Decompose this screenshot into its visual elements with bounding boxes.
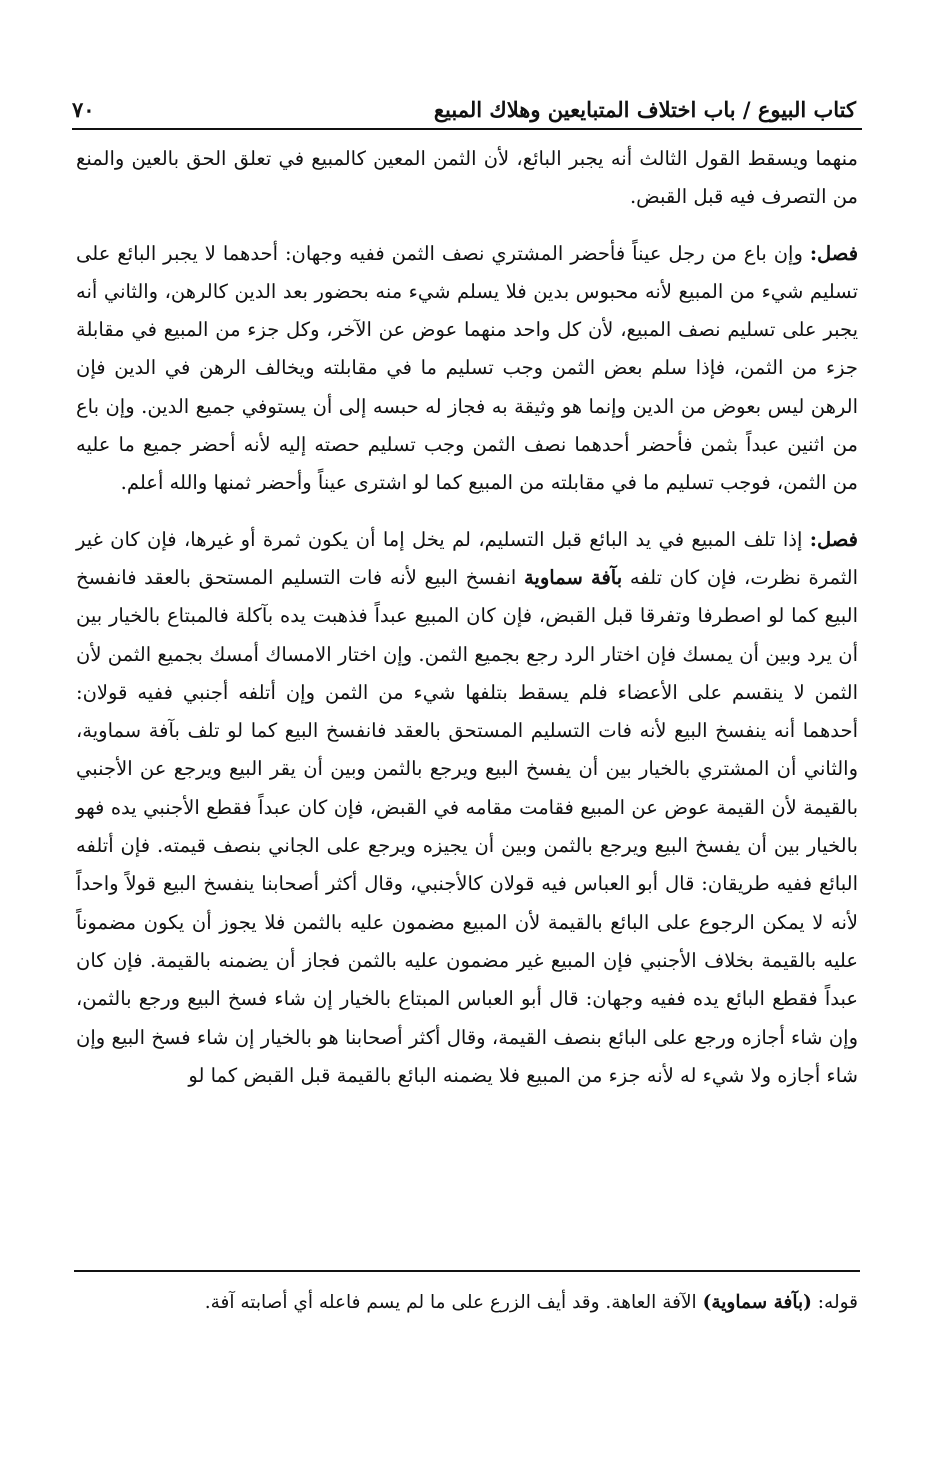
page-number: ٧٠ [72, 97, 95, 122]
main-text [76, 140, 858, 1095]
footnote-lead: قوله: [817, 1292, 858, 1313]
paragraph-1: منهما ويسقط القول الثالث أنه يجبر البائع، لأن الثمن المعين كالمبيع في تعلق الحق بالعين والمنع من التصرف فيه قبل القبض. [76, 147, 858, 209]
glossed-term: بآفة سماوية [523, 565, 623, 589]
footnote-term: (بآفة سماوية) [702, 1292, 812, 1313]
paragraph-3-text-a: إذا تلف المبيع في يد البائع قبل التسليم، لم يخل إما أن يكون ثمرة أو غيرها، فإن كان غير الثمرة نظرت، فإن كان تلفه [76, 527, 858, 589]
paragraph-2 [76, 235, 858, 503]
footnote-text: الآفة العاهة. وقد أيف الزرع على ما لم يسم فاعله أي أصابته آفة. [204, 1292, 697, 1313]
header-rule [72, 128, 862, 130]
section-label: فصل: [809, 527, 858, 551]
page-header [72, 82, 856, 122]
paragraph-3-text-b: انفسخ البيع لأنه فات التسليم المستحق بالعقد فانفسخ البيع كما لو اصطرفا وتفرقا قبل القبض، فإن كان المبيع عبداً فذهبت يده بآكلة فالمبتاع بالخيار بين أن يرد وبين أن يمسك فإن اختار الرد رجع بجميع الثمن. وإن اختار الامساك أمسك بجميع الثمن لأن الثمن لا ينقسم على الأعضاء فلم يسقط بتلفها شيء من الثمن وإن أتلفه أجنبي ففيه قولان: أحدهما أنه ينفسخ البيع لأنه فات التسليم المستحق بالعقد فانفسخ البيع كما لو تلف بآفة سماوية، والثاني أن المشتري بالخيار بين أن يفسخ البيع ويرجع بالثمن وبين أن يقر البيع ويرجع عن الأجنبي بالقيمة لأن القيمة عوض عن المبيع فقامت مقامه في القبض، فإن كان عبداً فقطع الأجنبي يده فهو بالخيار بين أن يفسخ البيع ويرجع بالثمن وبين أن يجيزه ويرجع على الجاني بنصف قيمته. فإن أتلفه البائع ففيه طريقان: قال أبو العباس فيه قولان كالأجنبي، وقال أكثر أصحابنا ينفسخ البيع قولاً واحداً لأنه لا يمكن الرجوع على البائع بالقيمة لأن المبيع مضمون عليه بالثمن فلا يجوز أن يكون مضموناً عليه بالقيمة بخلاف الأجنبي فإن المبيع غير مضمون عليه بالثمن فجاز أن يضمنه بالقيمة. فإن كان عبداً فقطع البائع يده ففيه وجهان: قال أبو العباس المبتاع بالخيار إن شاء فسخ البيع ورجع بالثمن، وإن شاء أجازه ورجع على البائع بنصف القيمة، وقال أكثر أصحابنا هو بالخيار إن شاء فسخ البيع وإن شاء أجازه ولا شيء له لأنه جزء من المبيع فلا يضمنه البائع بالقيمة قبل القبض كما لو [76, 565, 858, 1087]
paragraph-3 [76, 521, 858, 1095]
paragraph-2-text: وإن باع من رجل عيناً فأحضر المشتري نصف الثمن ففيه وجهان: أحدهما لا يجبر البائع على تسليم شيء من المبيع لأنه محبوس بدين فلا يسلم شيء منه بحضور بعد الدين كالرهن، والثاني أنه يجبر على تسليم نصف المبيع، لأن كل واحد منهما عوض عن الآخر، وكل جزء من المبيع في مقابلة جزء من الثمن، فإذا سلم بعض الثمن وجب تسليم ما في مقابلته ويخالف الرهن في الدين فإن الرهن ليس بعوض من الدين وإنما هو وثيقة به فجاز له حبسه إلى أن يستوفي جميع الدين. وإن باع من اثنين عبداً بثمن فأحضر أحدهما نصف الثمن وجب تسليم حصته إليه لأنه أحضر جميع ما عليه من الثمن، فوجب تسليم ما في مقابلته من المبيع كما لو اشترى عيناً وأحضر ثمنها والله أعلم. [76, 241, 858, 495]
footnote-rule [74, 1270, 860, 1272]
running-title: كتاب البيوع / باب اختلاف المتبايعين وهلاك المبيع [433, 97, 856, 122]
section-label: فصل: [809, 241, 859, 265]
footnote [74, 1286, 858, 1320]
